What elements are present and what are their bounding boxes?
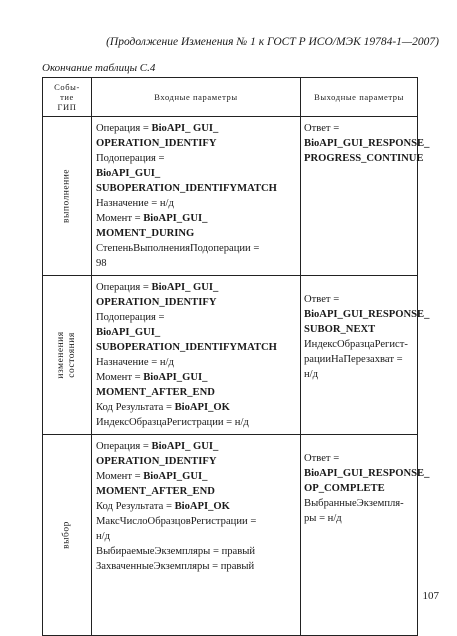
- table-header-row: [43, 78, 418, 117]
- table-c4: [42, 77, 430, 636]
- event-cell: [43, 435, 92, 636]
- output-params-cell: Ответ = BioAPI_GUI_RESPONSE_ OP_COMPLETE ВыбранныеЭкземпля- ры = н/д: [301, 435, 418, 636]
- input-params-cell: Операция = BioAPI_ GUI_ OPERATION_IDENTIFY Подоперация = BioAPI_GUI_ SUBOPERATION_IDENTIFYMATCH Назначение = н/д Момент = BioAPI_GUI_ MOMENT_DURING СтепеньВыполненияПодоперации = 98: [92, 117, 301, 276]
- running-header: (Продолжение Изменения № 1 к ГОСТ Р ИСО/МЭК 19784-1—2007): [106, 36, 439, 48]
- table-row: [43, 435, 418, 636]
- table-caption: Окончание таблицы С.4: [42, 62, 156, 74]
- output-params-cell: Ответ = BioAPI_GUI_RESPONSE_ SUBOR_NEXT ИндексОбразцаРегист- рацииНаПерезахват = н/д: [301, 276, 418, 435]
- column-header-event: Собы- тие ГИП: [43, 78, 92, 117]
- event-label: изменения состояния: [56, 331, 77, 379]
- input-params-cell: Операция = BioAPI_ GUI_ OPERATION_IDENTIFY Момент = BioAPI_GUI_ MOMENT_AFTER_END Код Результата = BioAPI_OK МаксЧислоОбразцовРегистрации = н/д ВыбираемыеЭкземпляры = правый ЗахваченныеЭкземпляры = правый: [92, 435, 301, 636]
- page-number: 107: [422, 590, 439, 602]
- event-label: выполнение: [61, 168, 72, 224]
- column-header-inputs: Входные параметры: [92, 78, 301, 117]
- table-row: [43, 276, 418, 435]
- event-cell: [43, 276, 92, 435]
- event-label: выбор: [61, 521, 72, 549]
- table-row: [43, 117, 418, 276]
- output-params-cell: Ответ = BioAPI_GUI_RESPONSE_ PROGRESS_CONTINUE: [301, 117, 418, 276]
- column-header-outputs: Выходные параметры: [301, 78, 418, 117]
- input-params-cell: Операция = BioAPI_ GUI_ OPERATION_IDENTIFY Подоперация = BioAPI_GUI_ SUBOPERATION_IDENTIFYMATCH Назначение = н/д Момент = BioAPI_GUI_ MOMENT_AFTER_END Код Результата = BioAPI_OK ИндексОбразцаРегистрации = н/д: [92, 276, 301, 435]
- event-cell: [43, 117, 92, 276]
